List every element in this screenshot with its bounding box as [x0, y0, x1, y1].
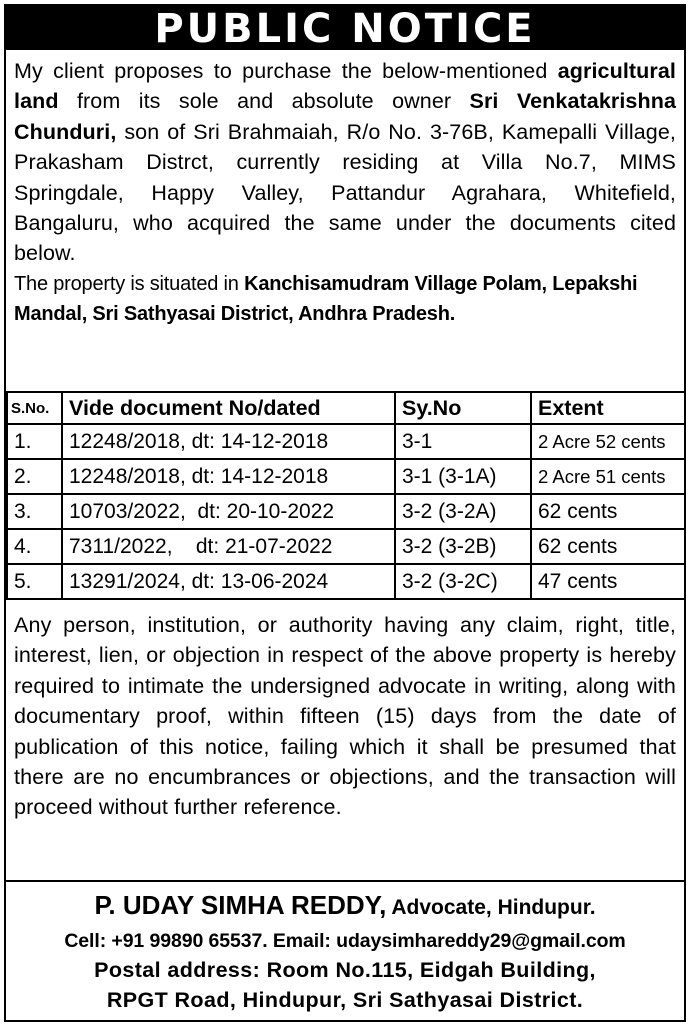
row-syno: 3-2 (3-2C): [395, 564, 531, 599]
row-extent: 2 Acre 52 cents: [531, 424, 685, 459]
row-extent: 47 cents: [531, 564, 685, 599]
property-lead: The property is situated in: [14, 272, 245, 295]
table-row: [7, 564, 685, 599]
public-notice: [4, 4, 686, 1022]
postal-address-line-1: Postal address: Room No.115, Eidgah Building,: [94, 958, 596, 982]
row-syno: 3-2 (3-2A): [395, 494, 531, 529]
header-document: Vide document No/dated: [62, 392, 395, 424]
postal-address-line-2: RPGT Road, Hindupur, Sri Sathyasai District.: [106, 988, 584, 1012]
claim-paragraph: Any person, institution, or authority having any claim, right, title, interest, lien, or objection in respect of the above property is hereby required to intimate the undersigned advocate in writing, along with documentary proof, within fifteen (15) days from the date of publication of this notice, failing which it shall be presumed that there are no encumbrances or objections, and the transaction will proceed without further reference.: [14, 613, 676, 820]
row-sno: 4.: [7, 529, 62, 564]
row-document: 12248/2018, dt: 14-12-2018: [62, 459, 395, 494]
row-document: 12248/2018, dt: 14-12-2018: [62, 424, 395, 459]
table-header-row: [7, 392, 685, 424]
row-sno: 5.: [7, 564, 62, 599]
intro-paragraph: [6, 50, 684, 269]
advocate-footer: [6, 886, 684, 1015]
document-table: [6, 391, 686, 600]
row-document: 13291/2024, dt: 13-06-2024: [62, 564, 395, 599]
land-type: agricultural land: [14, 59, 676, 114]
row-extent: 2 Acre 51 cents: [531, 459, 685, 494]
property-location: [6, 269, 684, 330]
row-sno: 1.: [7, 424, 62, 459]
header-extent: Extent: [531, 392, 685, 424]
row-document: 7311/2022, dt: 21-07-2022: [62, 529, 395, 564]
row-syno: 3-2 (3-2B): [395, 529, 531, 564]
row-extent: 62 cents: [531, 494, 685, 529]
intro-text-2: from its sole and absolute owner: [58, 89, 470, 114]
table-row: [7, 424, 685, 459]
document-table-wrapper: [6, 391, 684, 600]
row-syno: 3-1 (3-1A): [395, 459, 531, 494]
row-extent: 62 cents: [531, 529, 685, 564]
table-row: [7, 529, 685, 564]
notice-title: PUBLIC NOTICE: [6, 6, 684, 50]
advocate-name: P. UDAY SIMHA REDDY,: [94, 890, 387, 920]
property-address: Kanchisamudram Village Polam, Lepakshi Mandal, Sri Sathyasai District, Andhra Pradesh.: [14, 272, 638, 326]
intro-text-3: son of Sri Brahmaiah, R/o No. 3-76B, Kamepalli Village, Prakasham Distrct, currently residing at Villa No.7, MIMS Springdale, Happy Valley, Pattandur Agrahara, Whitefield, Bangaluru, who acquired the same under the documents cited below.: [14, 119, 676, 266]
row-sno: 2.: [7, 459, 62, 494]
advocate-name-line: [6, 886, 684, 927]
footer-divider: [6, 880, 684, 882]
table-row: [7, 494, 685, 529]
advocate-contact: Cell: +91 99890 65537. Email: udaysimhareddy29@gmail.com: [64, 930, 626, 952]
owner-name: Sri Venkatakrishna Chunduri,: [14, 89, 676, 144]
intro-text-1: My client proposes to purchase the below-mentioned: [14, 59, 558, 83]
row-document: 10703/2022, dt: 20-10-2022: [62, 494, 395, 529]
row-sno: 3.: [7, 494, 62, 529]
row-syno: 3-1: [395, 424, 531, 459]
header-syno: Sy.No: [395, 392, 531, 424]
advocate-designation: Advocate, Hindupur.: [386, 896, 596, 919]
header-sno: S.No.: [7, 392, 62, 424]
table-row: [7, 459, 685, 494]
